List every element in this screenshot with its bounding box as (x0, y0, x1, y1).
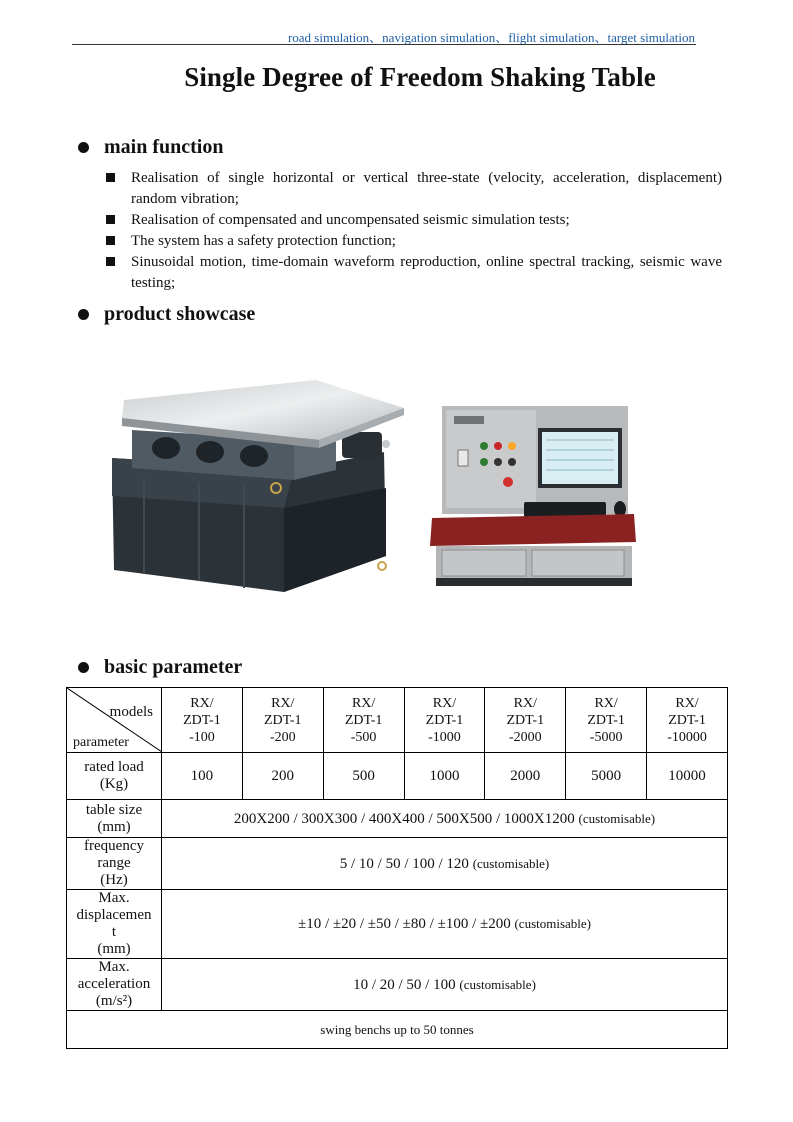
model-line: -200 (269, 729, 296, 745)
table-cell: 5000 (566, 753, 647, 800)
list-item (104, 168, 722, 210)
cell-value: 200X200 / 300X300 / 400X400 / 500X500 / 1000X1200 (233, 810, 575, 827)
row-label-line: rated load (84, 759, 144, 775)
table-cell: 500 (323, 753, 404, 800)
page-title: Single Degree of Freedom Shaking Table (184, 62, 656, 92)
section-title: basic parameter (104, 656, 243, 678)
corner-models-label: models (109, 704, 153, 720)
list-item-text: The system has a safety protection function; (131, 233, 396, 249)
table-row (67, 688, 728, 753)
section-product-showcase (78, 303, 255, 326)
model-line: RX/ (432, 695, 457, 711)
model-line: ZDT-1 (506, 712, 545, 728)
bullet-dot-icon (78, 309, 89, 320)
list-item-text: Realisation of compensated and uncompensated seismic simulation tests; (131, 212, 570, 228)
model-header (566, 688, 647, 753)
shaking-table-image (104, 378, 414, 604)
row-label-line: Max. (98, 959, 130, 975)
model-line: ZDT-1 (183, 712, 221, 728)
header-tagline: road simulation、navigation simulation、flight simulation、target simulation (287, 30, 695, 45)
table-cell (162, 838, 728, 890)
model-header (485, 688, 566, 753)
model-line: -500 (350, 729, 377, 745)
row-label-line: (Kg) (99, 776, 129, 792)
bullet-dot-icon (78, 142, 89, 153)
model-header (404, 688, 485, 753)
square-bullet-icon (106, 257, 115, 266)
table-cell: 200 (242, 753, 323, 800)
row-label-line: displacemen (76, 907, 152, 923)
section-main-function (78, 136, 223, 159)
list-item (104, 252, 722, 294)
table-cell (162, 800, 728, 838)
table-footer: swing benchs up to 50 tonnes (67, 1011, 728, 1049)
table-cell: 100 (162, 753, 243, 800)
model-line: ZDT-1 (344, 712, 383, 728)
square-bullet-icon (106, 236, 115, 245)
row-label (67, 838, 162, 890)
model-line: RX/ (594, 695, 618, 711)
model-line: RX/ (675, 695, 699, 711)
table-cell (162, 959, 728, 1011)
model-line: RX/ (190, 695, 214, 711)
list-item-text: Sinusoidal motion, time-domain waveform reproduction, online spectral tracking, seismic wave testing; (131, 254, 722, 291)
row-label (67, 800, 162, 838)
section-title: product showcase (104, 303, 256, 325)
section-title: main function (104, 136, 224, 158)
corner-parameter-label: parameter (73, 735, 129, 750)
square-bullet-icon (106, 173, 115, 182)
row-label-line: t (111, 924, 117, 940)
cell-value: ±10 / ±20 / ±50 / ±80 / ±100 / ±200 (297, 916, 511, 932)
list-item-text: Realisation of single horizontal or vertical three-state (velocity, acceleration, displacement) random vibration; (131, 170, 722, 207)
model-line: ZDT-1 (587, 712, 625, 728)
list-item (104, 210, 722, 231)
header-divider (72, 44, 696, 45)
row-label (67, 753, 162, 800)
section-basic-parameter (78, 656, 242, 679)
bullet-dot-icon (78, 662, 89, 673)
function-list (104, 168, 722, 294)
model-line: RX/ (351, 695, 376, 711)
row-label-line: (Hz) (100, 872, 128, 888)
table-row (67, 753, 728, 800)
cell-note: (customisable) (472, 855, 550, 871)
table-cell: 10000 (647, 753, 728, 800)
parameter-table (66, 687, 728, 1049)
model-line: ZDT-1 (425, 712, 464, 728)
cell-note: (customisable) (578, 810, 656, 826)
model-line: RX/ (513, 695, 537, 711)
row-label-line: (mm) (97, 818, 131, 835)
row-label-line: frequency (84, 838, 144, 854)
model-header (647, 688, 728, 753)
table-cell: 2000 (485, 753, 566, 800)
table-cell (162, 890, 728, 959)
row-label (67, 890, 162, 959)
table-cell: 1000 (404, 753, 485, 800)
row-label-line: (mm) (97, 941, 131, 957)
row-label-line: table size (85, 801, 143, 818)
model-line: RX/ (271, 695, 295, 711)
table-row (67, 800, 728, 838)
cell-value: 10 / 20 / 50 / 100 (353, 976, 456, 993)
cell-note: (customisable) (459, 976, 536, 992)
cell-note: (customisable) (514, 916, 592, 931)
model-line: ZDT-1 (668, 712, 706, 728)
model-header (323, 688, 404, 753)
row-label (67, 959, 162, 1011)
row-label-line: range (97, 855, 131, 871)
list-item (104, 231, 722, 252)
model-line: ZDT-1 (263, 712, 302, 728)
model-header (242, 688, 323, 753)
table-row (67, 890, 728, 959)
row-label-line: (m/s²) (95, 993, 133, 1009)
model-line: -5000 (589, 729, 623, 745)
model-header (162, 688, 243, 753)
control-console-image (428, 398, 640, 588)
model-line: -1000 (428, 729, 461, 745)
table-row (67, 959, 728, 1011)
model-line: -2000 (508, 729, 542, 745)
corner-cell (67, 688, 162, 753)
row-label-line: Max. (98, 890, 130, 906)
square-bullet-icon (106, 215, 115, 224)
table-row (67, 838, 728, 890)
row-label-line: acceleration (77, 976, 151, 992)
model-line: -10000 (667, 729, 707, 745)
table-row (67, 1011, 728, 1049)
cell-value: 5 / 10 / 50 / 100 / 120 (339, 855, 469, 872)
model-line: -100 (189, 729, 215, 745)
